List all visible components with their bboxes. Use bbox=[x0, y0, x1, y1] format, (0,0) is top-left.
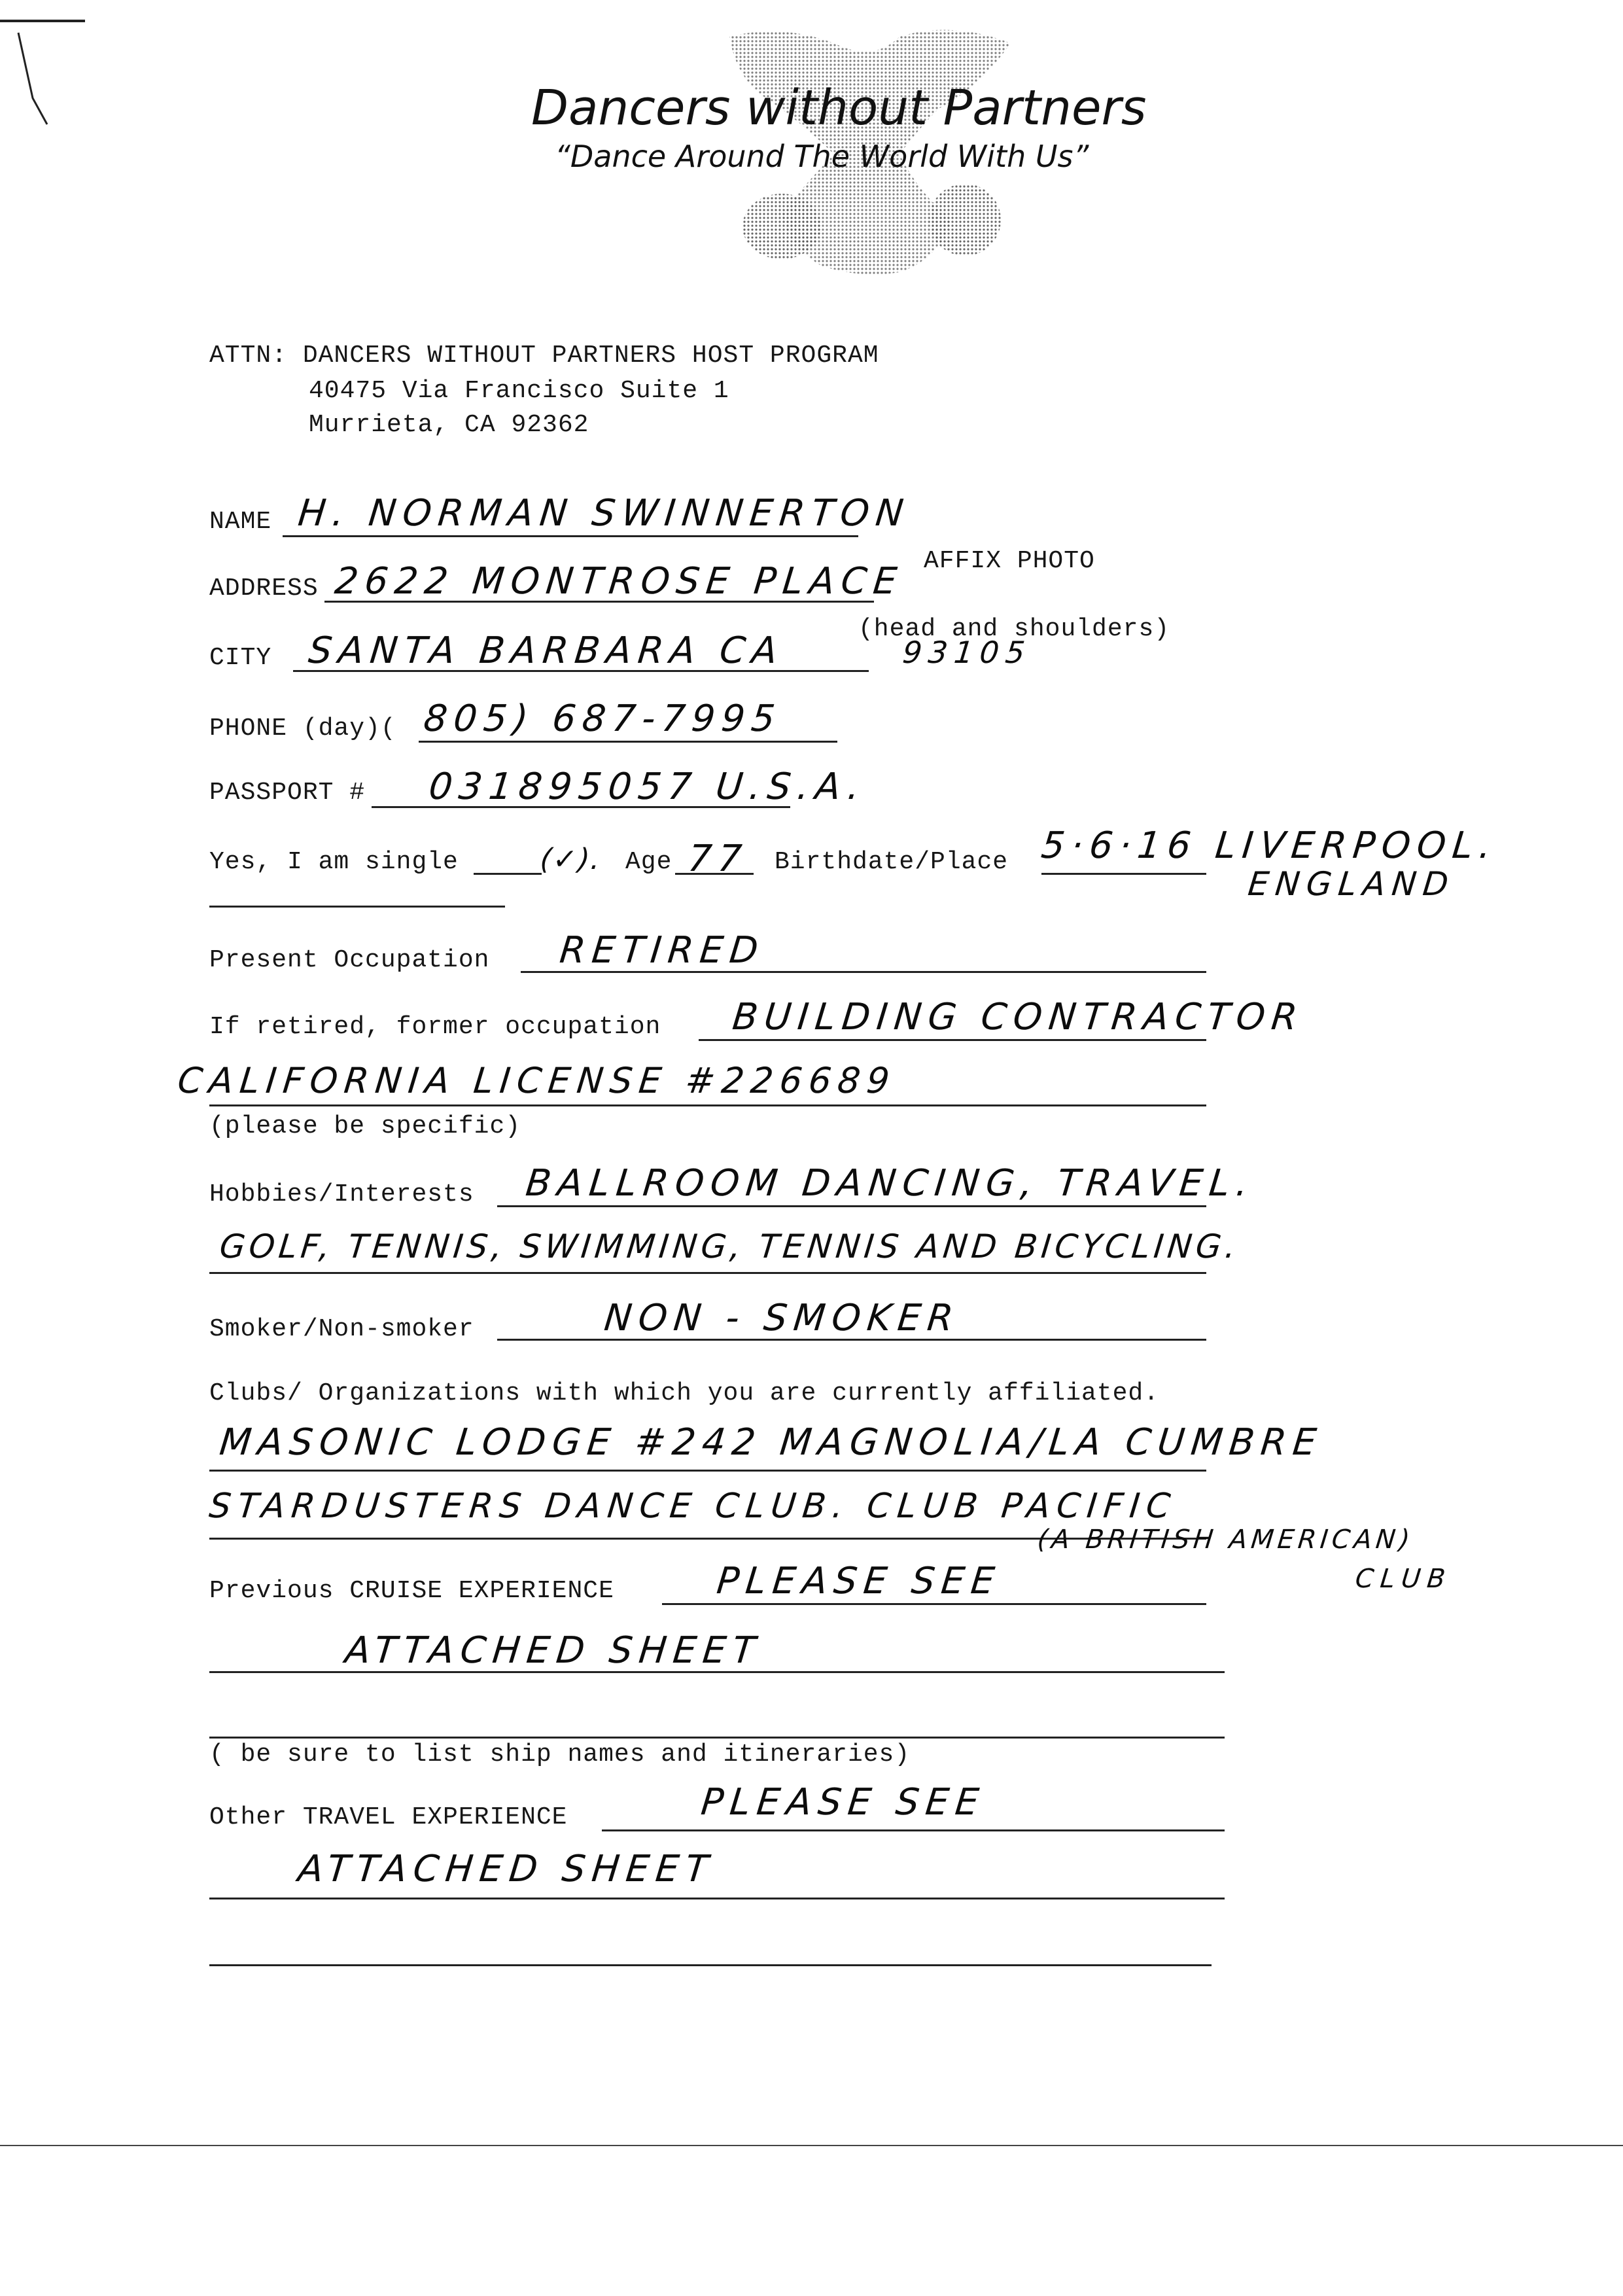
cruise-label: Previous CRUISE EXPERIENCE bbox=[209, 1577, 614, 1605]
passport-value[interactable]: 031895057 U.S.A. bbox=[427, 766, 869, 808]
scan-mark-stroke bbox=[13, 26, 52, 131]
scan-mark-top-left bbox=[0, 20, 85, 22]
photo-hint: (head and shoulders) bbox=[858, 615, 1170, 643]
travel-value-2[interactable]: ATTACHED SHEET bbox=[296, 1848, 717, 1890]
address-value[interactable]: 2622 MONTROSE PLACE bbox=[332, 560, 905, 603]
specific-note: (please be specific) bbox=[209, 1112, 521, 1140]
city-value[interactable]: SANTA BARBARA CA bbox=[306, 629, 786, 672]
hobbies-value[interactable]: BALLROOM DANCING, TRAVEL. bbox=[523, 1162, 1257, 1205]
clubs-value-2[interactable]: STARDUSTERS DANCE CLUB. CLUB PACIFIC bbox=[207, 1487, 1179, 1526]
former-occupation-value[interactable]: BUILDING CONTRACTOR bbox=[730, 996, 1306, 1038]
affix-photo-label: AFFIX PHOTO bbox=[924, 547, 1095, 575]
hobbies-line bbox=[497, 1205, 1206, 1207]
clubs-label: Clubs/ Organizations with which you are currently affiliated. bbox=[209, 1379, 1160, 1407]
phone-value[interactable]: 805) 687-7995 bbox=[421, 698, 784, 740]
passport-label: PASSPORT # bbox=[209, 779, 366, 807]
cruise-line-3 bbox=[209, 1737, 1225, 1739]
former-occupation-line-2 bbox=[209, 1104, 1206, 1106]
cruise-value[interactable]: PLEASE SEE bbox=[714, 1560, 1003, 1602]
attn-city-line: Murrieta, CA 92362 bbox=[309, 411, 589, 439]
travel-line-3 bbox=[209, 1964, 1212, 1966]
travel-label: Other TRAVEL EXPERIENCE bbox=[209, 1803, 568, 1831]
occupation-label: Present Occupation bbox=[209, 946, 490, 974]
clubs-value[interactable]: MASONIC LODGE #242 MAGNOLIA/LA CUMBRE bbox=[217, 1421, 1325, 1464]
cruise-line bbox=[662, 1603, 1206, 1605]
clubs-line bbox=[209, 1470, 1206, 1472]
city-label: CITY bbox=[209, 644, 272, 672]
logo-title: Dancers without Partners bbox=[531, 80, 1147, 136]
address-label: ADDRESS bbox=[209, 574, 319, 603]
travel-value[interactable]: PLEASE SEE bbox=[699, 1781, 988, 1824]
single-line bbox=[474, 873, 542, 875]
attn-address-line: 40475 Via Francisco Suite 1 bbox=[309, 377, 729, 405]
attn-line-1: ATTN: DANCERS WITHOUT PARTNERS HOST PROGRAM bbox=[209, 342, 879, 370]
clubs-value-4[interactable]: CLUB bbox=[1353, 1564, 1454, 1594]
birth-line bbox=[1041, 873, 1206, 875]
occupation-value[interactable]: RETIRED bbox=[557, 929, 767, 972]
hobbies-label: Hobbies/Interests bbox=[209, 1180, 474, 1209]
logo-tagline: “Dance Around The World With Us” bbox=[555, 139, 1089, 174]
former-occupation-label: If retired, former occupation bbox=[209, 1013, 661, 1041]
ship-note: ( be sure to list ship names and itineraries) bbox=[209, 1740, 911, 1769]
phone-label: PHONE (day)( bbox=[209, 715, 396, 743]
phone-line bbox=[419, 741, 837, 743]
birth-line-2 bbox=[209, 906, 505, 908]
age-value[interactable]: 77 bbox=[686, 838, 750, 880]
city-zip-value[interactable]: 93105 bbox=[901, 635, 1034, 670]
smoker-label: Smoker/Non-smoker bbox=[209, 1315, 474, 1343]
single-value[interactable]: (✓). bbox=[538, 843, 603, 876]
birth-value-2[interactable]: ENGLAND bbox=[1246, 865, 1457, 903]
former-occupation-value-2[interactable]: CALIFORNIA LICENSE #226689 bbox=[175, 1060, 898, 1101]
travel-line bbox=[602, 1829, 1225, 1831]
cruise-value-2[interactable]: ATTACHED SHEET bbox=[343, 1629, 764, 1672]
page-bottom-rule bbox=[0, 2145, 1623, 2146]
birth-value[interactable]: 5·6·16 LIVERPOOL. bbox=[1039, 824, 1500, 867]
clubs-value-3[interactable]: (A BRITISH AMERICAN) bbox=[1036, 1525, 1416, 1555]
travel-line-2 bbox=[209, 1898, 1225, 1899]
birth-label: Birthdate/Place bbox=[775, 848, 1009, 876]
name-label: NAME bbox=[209, 508, 272, 536]
former-occupation-line bbox=[699, 1039, 1206, 1041]
single-label: Yes, I am single bbox=[209, 848, 459, 876]
name-value[interactable]: H. NORMAN SWINNERTON bbox=[296, 492, 913, 535]
smoker-value[interactable]: NON - SMOKER bbox=[602, 1297, 962, 1339]
hobbies-line-2 bbox=[209, 1272, 1206, 1274]
age-label: Age bbox=[625, 848, 672, 876]
hobbies-value-2[interactable]: GOLF, TENNIS, SWIMMING, TENNIS AND BICYCLING. bbox=[217, 1227, 1242, 1265]
name-line bbox=[283, 535, 858, 537]
